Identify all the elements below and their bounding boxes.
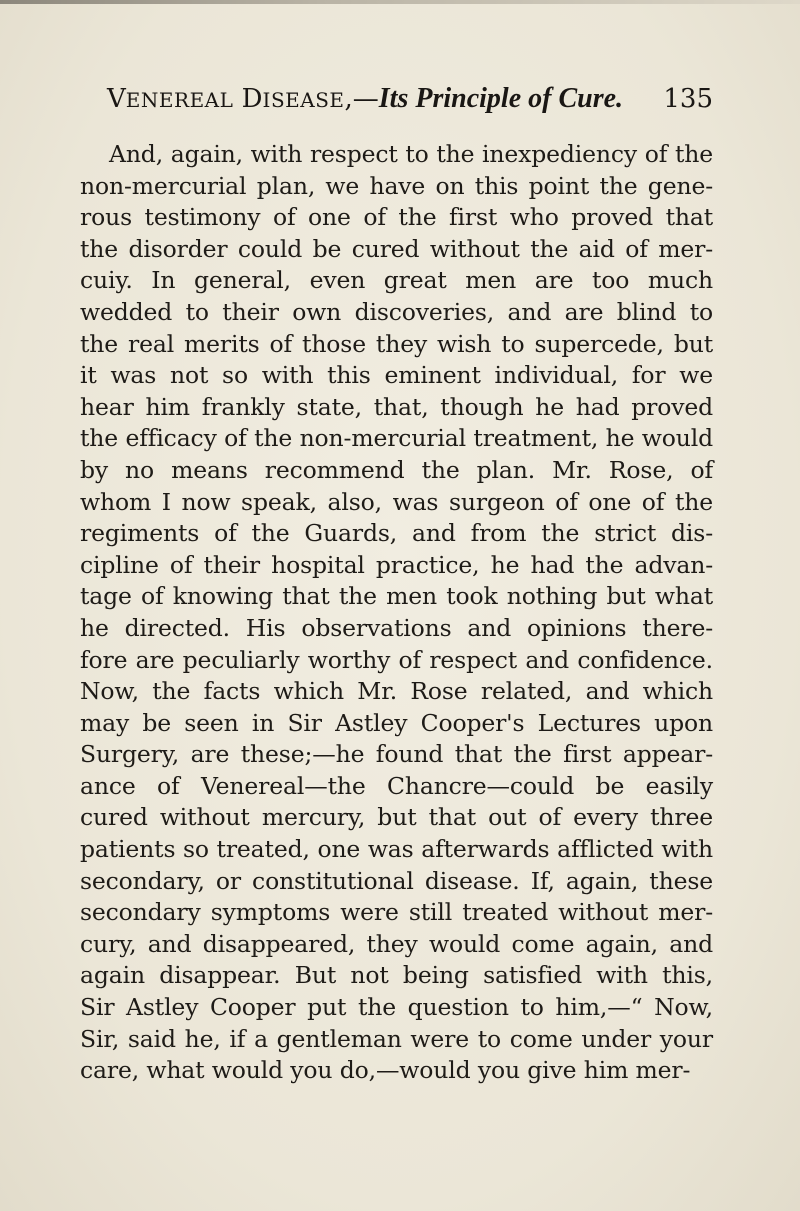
text-line: by no means recommend the plan. Mr. Rose, of [80,455,713,484]
text-line: whom I now speak, also, was surgeon of one of the [80,487,713,516]
running-head [107,83,623,116]
page-number: 135 [663,84,713,114]
text-line: Now, the facts which Mr. Rose related, and which [80,677,713,706]
text-line: secondary symptoms were still treated without mer- [80,898,713,927]
text-line: non-mercurial plan, we have on this point the gene- [80,171,713,200]
page-header [107,83,713,123]
text-line: regiments of the Guards, and from the strict dis- [80,519,713,548]
text-line: care, what would you do,—would you give him mer- [80,1056,691,1085]
text-line: Sir, said he, if a gentleman were to come under your [80,1024,713,1053]
text-line: Surgery, are these;—he found that the first appear- [80,740,713,769]
text-line: it was not so with this eminent individual, for we [80,361,713,390]
text-line: may be seen in Sir Astley Cooper's Lectures upon [80,708,713,737]
text-line: he directed. His observations and opinions there- [80,613,713,642]
text-line: rous testimony of one of the first who proved that [80,203,713,232]
text-line: wedded to their own discoveries, and are blind to [80,297,713,326]
text-line: the real merits of those they wish to supercede, but [80,329,713,358]
running-head-subtitle: Its Principle of Cure. [378,83,624,114]
page-top-edge [0,0,800,4]
running-head-title: VENEREAL DISEASE,— [107,84,379,114]
text-line: the disorder could be cured without the aid of mer- [80,234,713,263]
text-line: cuiy. In general, even great men are too much [80,266,713,295]
text-line: And, again, with respect to the inexpediency of the [109,140,713,168]
text-line: fore are peculiarly worthy of respect and confidence. [80,645,713,674]
text-line: secondary, or constitutional disease. If, again, these [80,866,713,895]
text-line: tage of knowing that the men took nothing but what [80,582,713,611]
text-line: again disappear. But not being satisfied with this, [80,961,713,990]
text-line: cipline of their hospital practice, he had the advan- [80,550,713,579]
text-line: patients so treated, one was afterwards afflicted with [80,835,713,864]
text-line: ance of Venereal—the Chancre—could be easily [80,771,713,800]
text-line: hear him frankly state, that, though he had proved [80,392,713,421]
text-line: the efficacy of the non-mercurial treatment, he would [80,424,713,453]
text-line: Sir Astley Cooper put the question to him,—“ Now, [80,993,713,1022]
text-line: cured without mercury, but that out of every three [80,803,713,832]
body-text [80,139,713,1087]
text-line: cury, and disappeared, they would come again, and [80,929,713,958]
